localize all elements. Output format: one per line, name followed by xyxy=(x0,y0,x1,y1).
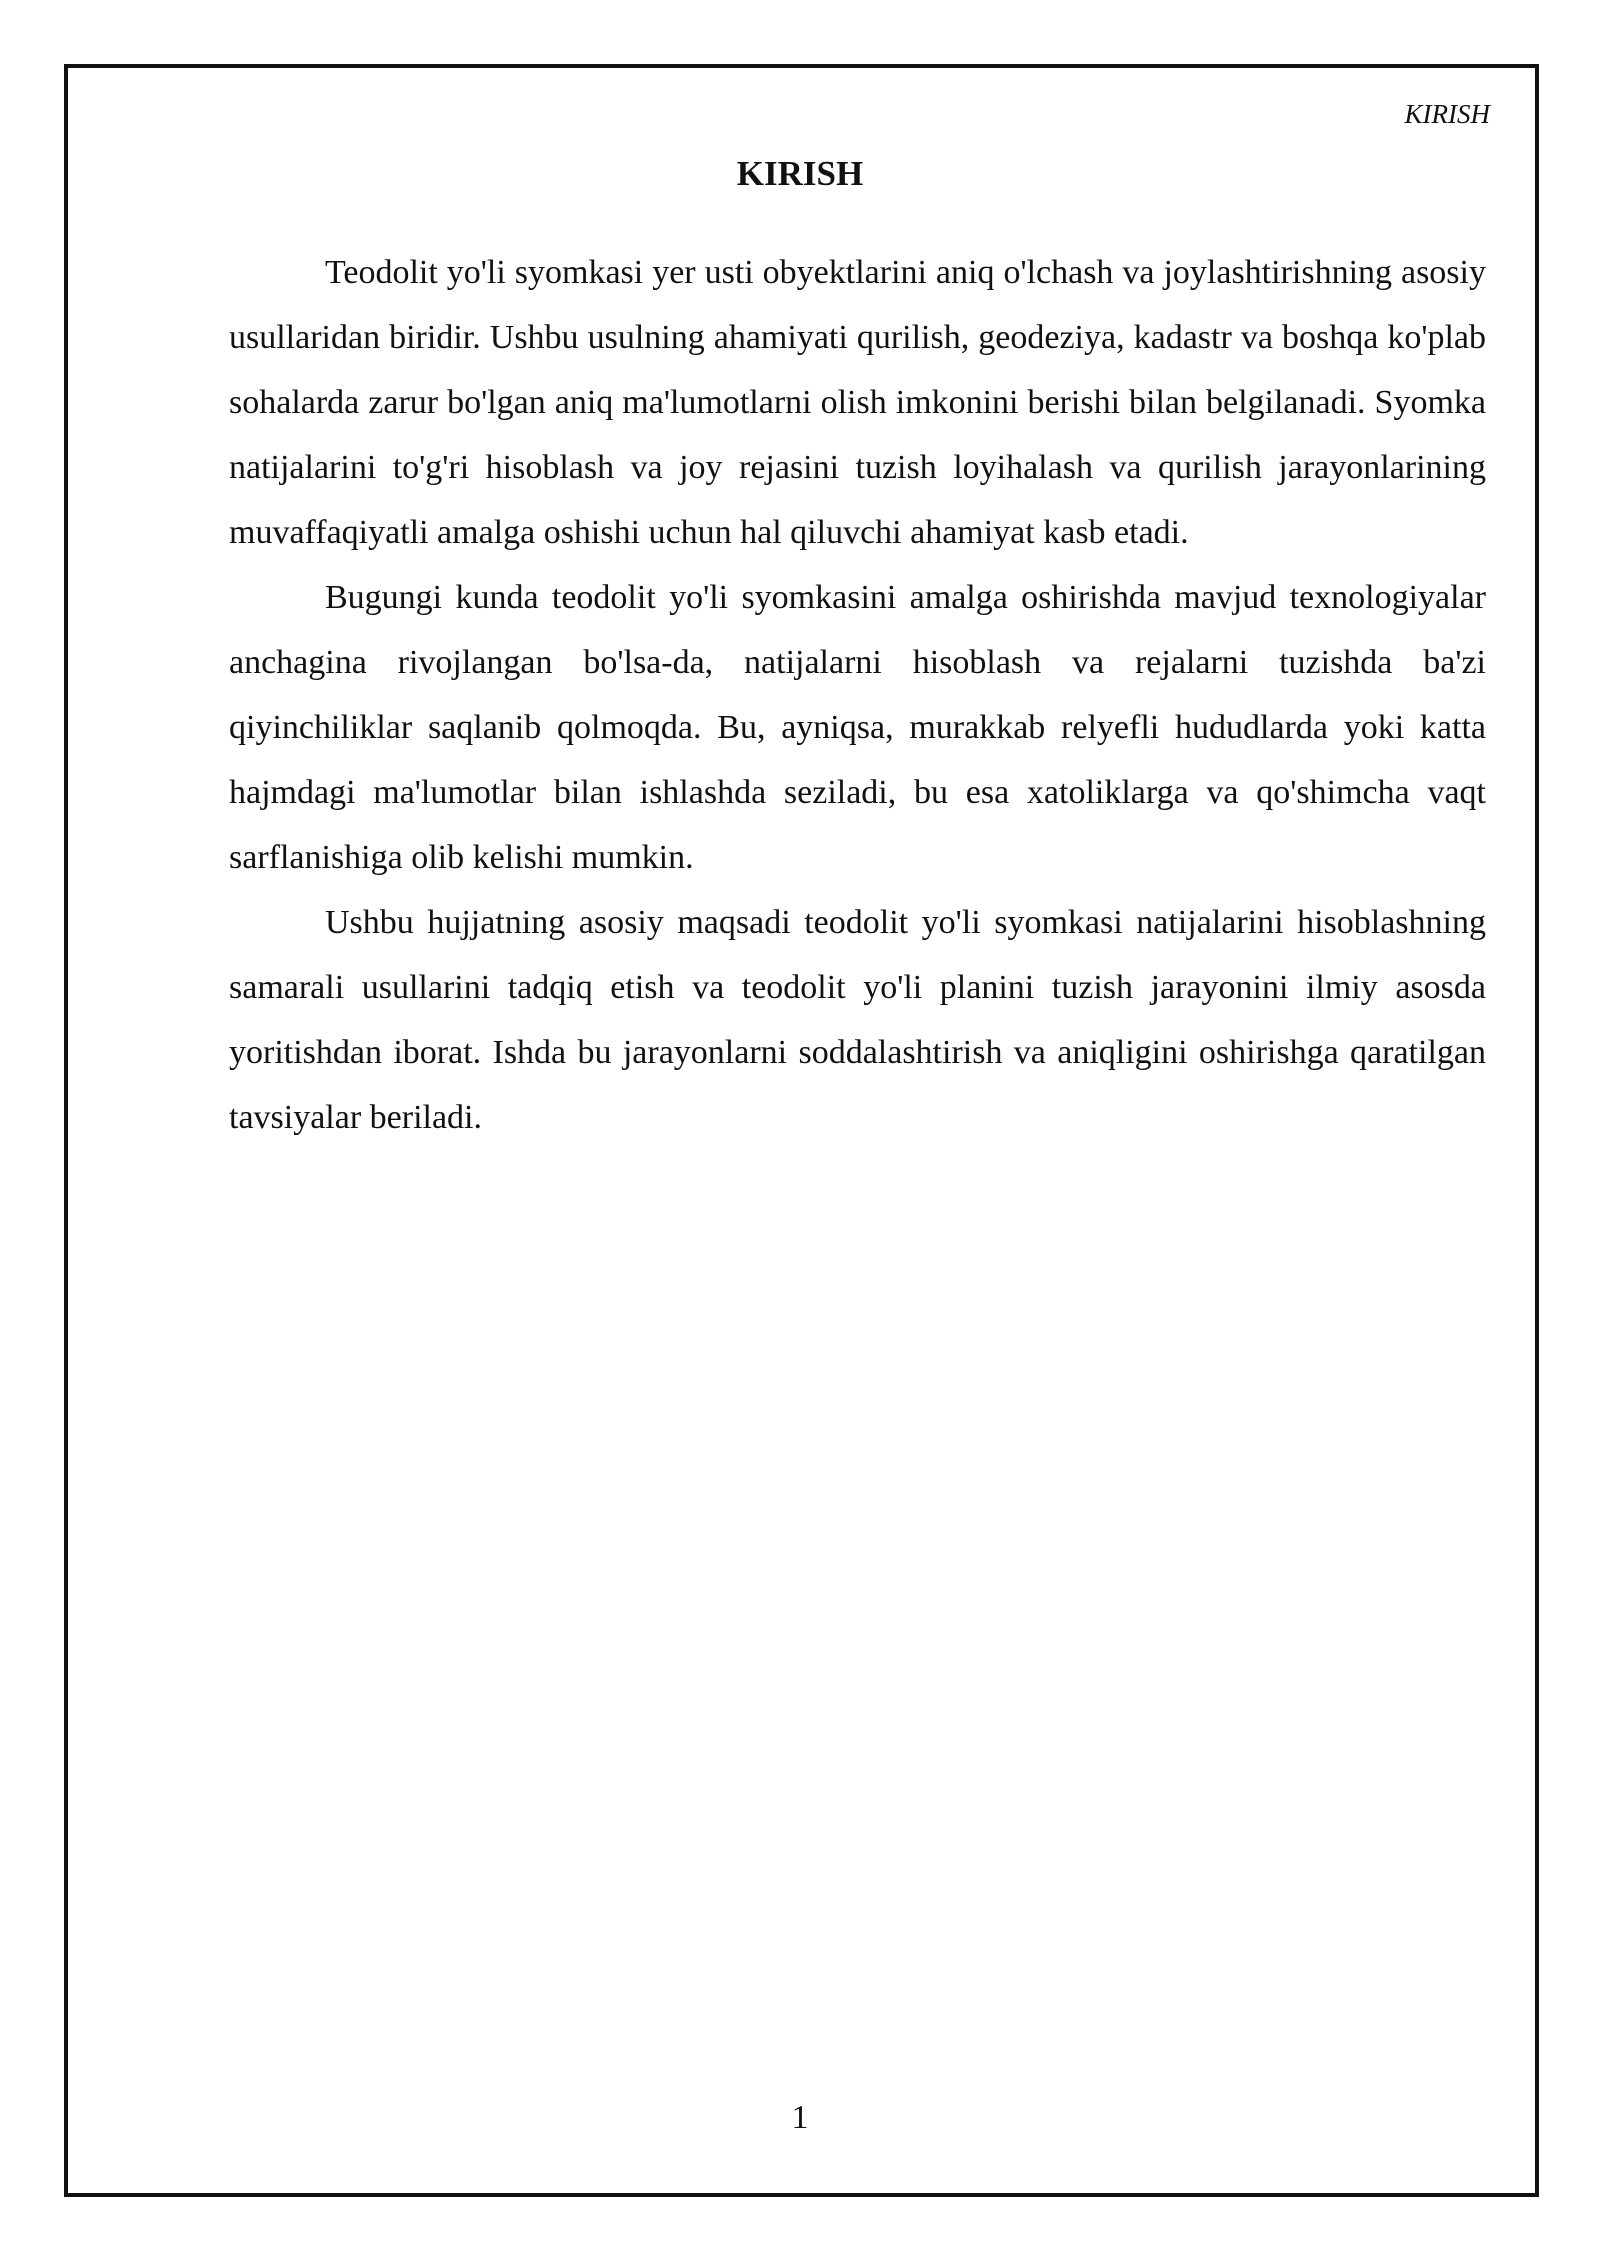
running-header: KIRISH xyxy=(1404,99,1490,129)
paragraph-2: Bugungi kunda teodolit yo'li syomkasini amalga oshirishda mavjud texnologiyalar anchagina rivojlangan bo'lsa-da, natijalarni hisoblash va rejalarni tuzishda ba'zi qiyinchiliklar saqlanib qolmoqda. Bu, ayniqsa, murakkab relyefli hududlarda yoki katta hajmdagi ma'lumotlar bilan ishlashda seziladi, bu esa xatoliklarga va qo'shimcha vaqt sarflanishiga olib kelishi mumkin. xyxy=(229,579,1486,876)
paragraph-3: Ushbu hujjatning asosiy maqsadi teodolit yo'li syomkasi natijalarini hisoblashning samarali usullarini tadqiq etish va teodolit yo'li planini tuzish jarayonini ilmiy asosda yoritishdan iborat. Ishda bu jarayonlarni soddalashtirish va aniqligini oshirishga qaratilgan tavsiyalar beriladi. xyxy=(229,904,1486,1136)
page-number: 1 xyxy=(791,2099,809,2136)
body-text xyxy=(229,240,1486,1150)
paragraph-1: Teodolit yo'li syomkasi yer usti obyektlarini aniq o'lchash va joylashtirishning asosiy usullaridan biridir. Ushbu usulning ahamiyati qurilish, geodeziya, kadastr va boshqa ko'plab sohalarda zarur bo'lgan aniq ma'lumotlarni olish imkonini berishi bilan belgilanadi. Syomka natijalarini to'g'ri hisoblash va joy rejasini tuzish loyihalash va qurilish jarayonlarining muvaffaqiyatli amalga oshishi uchun hal qiluvchi ahamiyat kasb etadi. xyxy=(229,254,1486,551)
page-title: KIRISH xyxy=(736,154,864,193)
